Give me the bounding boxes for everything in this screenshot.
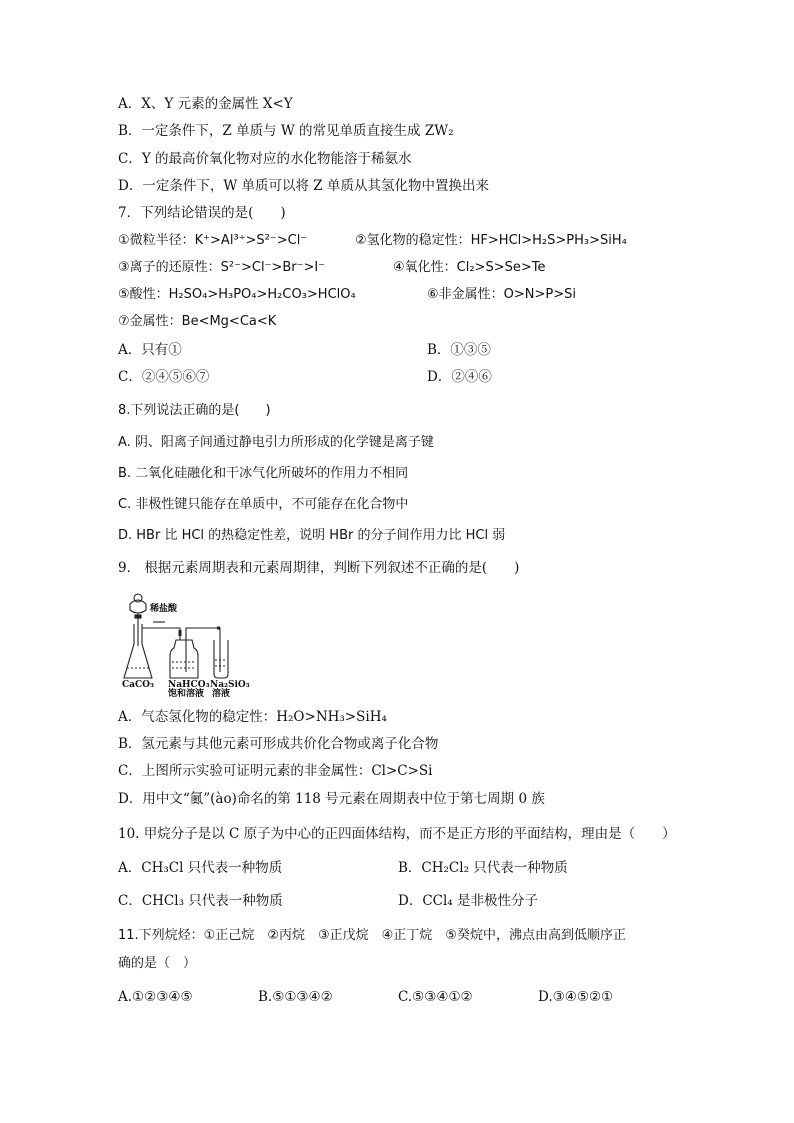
q11-option-c: C.⑤③④①②: [398, 989, 473, 1005]
q9-option-d: D．用中文“鿫”(ào)命名的第 118 号元素在周期表中位于第七周期 0 族: [118, 791, 545, 807]
q11-stem-line-2: 确的是（ ）: [118, 956, 197, 971]
q8-stem: 8.下列说法正确的是( ): [118, 403, 271, 418]
q7-statement-4: ④氧化性：Cl₂>S>Se>Te: [393, 260, 546, 275]
flask-label: CaCO₃: [122, 680, 154, 690]
q10-option-b: B．CH₂Cl₂ 只代表一种物质: [398, 860, 568, 876]
tube-label: Na₂SiO₃: [210, 680, 250, 690]
q7-statement-3: ③离子的还原性：S²⁻>Cl⁻>Br⁻>I⁻: [118, 260, 326, 275]
q8-option-c: C. 非极性键只能存在单质中，不可能存在化合物中: [118, 497, 409, 512]
q11-option-a: A.①②③④⑤: [118, 989, 193, 1005]
q7-stem: 7．下列结论错误的是( ): [118, 205, 286, 221]
q11-option-d: D.③④⑤②①: [538, 989, 614, 1005]
q10-option-d: D．CCl₄ 是非极性分子: [398, 893, 539, 909]
q6-option-b: B．一定条件下，Z 单质与 W 的常见单质直接生成 ZW₂: [118, 123, 454, 139]
funnel-label: 稀盐酸: [150, 604, 178, 614]
q7-option-d: D．②④⑥: [427, 369, 492, 385]
q7-option-a: A．只有①: [118, 342, 182, 358]
q9-stem: 9． 根据元素周期表和元素周期律，判断下列叙述不正确的是( ): [118, 560, 520, 576]
q6-option-c: C．Y 的最高价氧化物对应的水化物能溶于稀氨水: [118, 151, 412, 167]
q9-option-b: B．氢元素与其他元素可形成共价化合物或离子化合物: [118, 736, 439, 752]
q10-stem: 10. 甲烷分子是以 C 原子为中心的正四面体结构，而不是正方形的平面结构，理由是（ ）: [118, 826, 676, 842]
q9-option-a: A．气态氢化物的稳定性：H₂O>NH₃>SiH₄: [118, 709, 387, 725]
q7-statement-1: ①微粒半径：K⁺>Al³⁺>S²⁻>Cl⁻: [118, 233, 308, 248]
q7-statement-2: ②氢化物的稳定性：HF>HCl>H₂S>PH₃>SiH₄: [355, 233, 627, 248]
q7-statement-5: ⑤酸性：H₂SO₄>H₃PO₄>H₂CO₃>HClO₄: [118, 287, 356, 302]
q6-option-a: A．X、Y 元素的金属性 X<Y: [118, 96, 293, 112]
q11-option-b: B.⑤①③④②: [258, 989, 333, 1005]
bottle-label-2: 饱和溶液: [168, 689, 205, 698]
q8-option-b: B. 二氧化硅融化和干冰气化所破坏的作用力不相同: [118, 466, 409, 481]
lab-apparatus-drawing: [120, 588, 280, 698]
q8-option-a: A. 阴、阳离子间通过静电引力所形成的化学键是离子键: [118, 435, 434, 450]
tube-label-2: 溶液: [212, 689, 231, 698]
q10-option-c: C．CHCl₃ 只代表一种物质: [118, 893, 283, 909]
q7-statement-7: ⑦金属性：Be<Mg<Ca<K: [118, 314, 277, 329]
lab-apparatus-figure: [120, 588, 280, 698]
q9-option-c: C．上图所示实验可证明元素的非金属性：Cl>C>Si: [118, 763, 433, 779]
q7-option-c: C．②④⑤⑥⑦: [118, 369, 210, 385]
q8-option-d: D. HBr 比 HCl 的热稳定性差，说明 HBr 的分子间作用力比 HCl 弱: [118, 528, 506, 543]
q7-option-b: B．①③⑤: [427, 342, 491, 358]
q11-stem-line-1: 11.下列烷烃：①正己烷 ②丙烷 ③正戊烷 ④正丁烷 ⑤癸烷中，沸点由高到低顺序正: [118, 928, 626, 943]
q6-option-d: D．一定条件下，W 单质可以将 Z 单质从其氢化物中置换出来: [118, 178, 489, 194]
q7-statement-6: ⑥非金属性：O>N>P>Si: [427, 287, 576, 302]
bottle-label: NaHCO₃: [168, 680, 210, 690]
q10-option-a: A．CH₃Cl 只代表一种物质: [118, 860, 283, 876]
